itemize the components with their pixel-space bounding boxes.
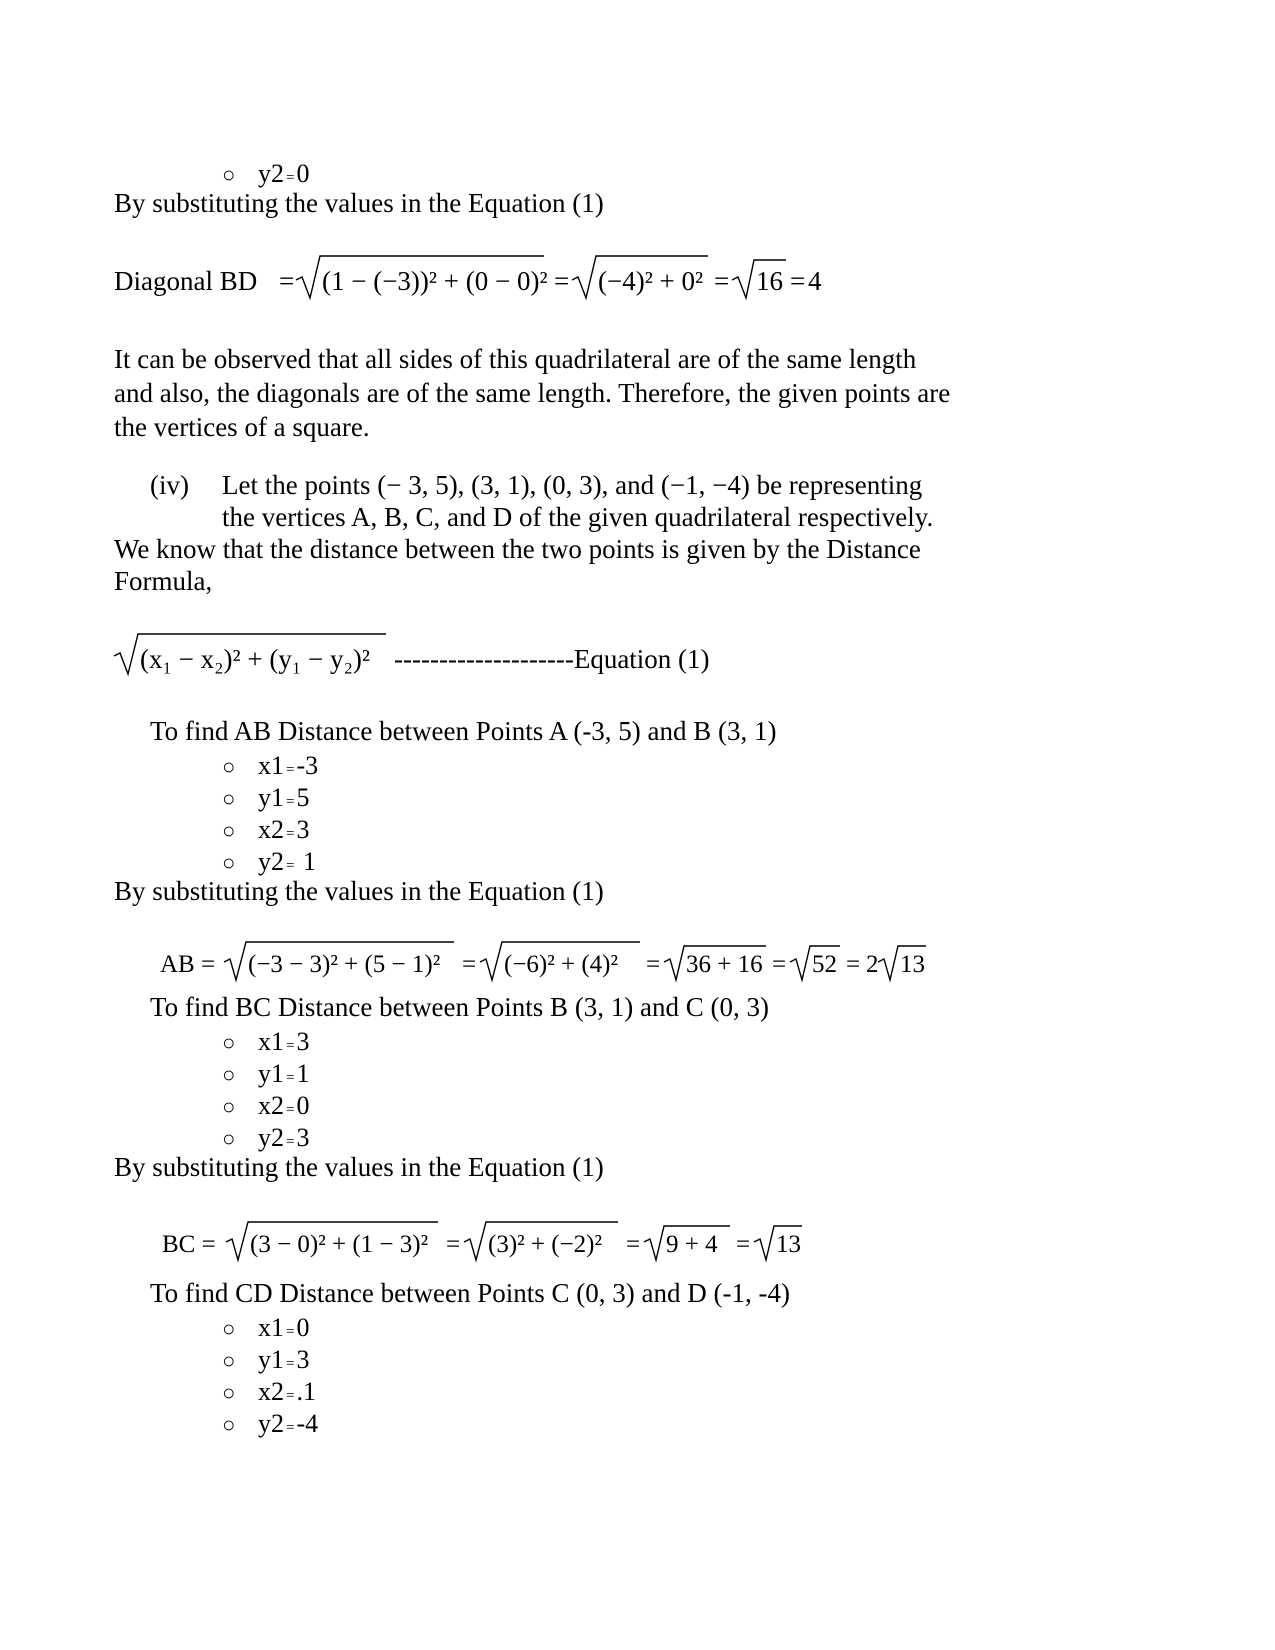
equals-sign: = (286, 1070, 295, 1086)
equation-label: AB = (160, 951, 216, 978)
radicand: 9 + 4 (666, 1231, 718, 1258)
equals-sign: = (462, 951, 477, 978)
equals-sign: = (286, 1356, 295, 1372)
hollow-bullet-icon: ○ (222, 1380, 236, 1405)
list-item (222, 1410, 318, 1437)
list-item (222, 1092, 309, 1119)
variable-name: y2 (258, 1409, 284, 1438)
equation-tag: --------------------Equation (1) (394, 644, 710, 674)
distance-formula (114, 628, 754, 680)
variable-name: y1 (258, 783, 284, 812)
result-coefficient: 2 (866, 951, 879, 978)
hollow-bullet-icon: ○ (222, 754, 236, 779)
result-radicand: 13 (900, 951, 925, 978)
radicand: (−3 − 3)² + (5 − 1)² (248, 951, 441, 978)
result-radicand: 13 (776, 1231, 801, 1258)
part-text-line: the vertices A, B, C, and D of the given quadrilateral respectively. (222, 502, 934, 532)
radicand: (−6)² + (4)² (504, 951, 618, 978)
variable-name: x2 (258, 1091, 284, 1120)
variable-value: 0 (296, 1313, 310, 1342)
equals-sign: = (286, 762, 295, 778)
equals-sign: = (286, 1038, 295, 1054)
variable-value: 3 (296, 1123, 310, 1152)
list-item (222, 848, 316, 875)
part-number: (iv) (150, 470, 189, 500)
section-heading-ab: To find AB Distance between Points A (-3, 5) and B (3, 1) (150, 716, 777, 746)
radicand: (3 − 0)² + (1 − 3)² (250, 1231, 429, 1258)
result-value: 4 (808, 266, 822, 296)
equation-label: Diagonal BD (114, 266, 258, 296)
variable-value: -3 (296, 751, 319, 780)
radicand: (3)² + (−2)² (488, 1231, 602, 1258)
equals-sign: = (286, 1420, 295, 1436)
paragraph-line: the vertices of a square. (114, 412, 370, 442)
equals-sign: = (626, 1231, 641, 1258)
variable-value: 0 (296, 159, 310, 188)
equals-sign: = (286, 1388, 295, 1404)
variable-name: x1 (258, 1027, 284, 1056)
distance-formula-intro: Formula, (114, 566, 213, 596)
variable-value: 0 (296, 1091, 310, 1120)
variable-name: x1 (258, 1313, 284, 1342)
equals-sign: = (714, 266, 730, 296)
variable-name: y1 (258, 1345, 284, 1374)
equals-sign: = (286, 826, 295, 842)
equals-sign: = (554, 266, 570, 296)
variable-name: y2 (258, 159, 284, 188)
paragraph-line: and also, the diagonals are of the same length. Therefore, the given points are (114, 378, 951, 408)
radicand: (1 − (−3))² + (0 − 0)² (322, 266, 548, 296)
equals-sign: = (279, 266, 295, 296)
section-heading-bc: To find BC Distance between Points B (3, 1) and C (0, 3) (150, 992, 770, 1022)
substitution-line: By substituting the values in the Equation (1) (114, 188, 604, 218)
hollow-bullet-icon: ○ (222, 786, 236, 811)
hollow-bullet-icon: ○ (222, 162, 236, 187)
hollow-bullet-icon: ○ (222, 1316, 236, 1341)
equals-sign: = (846, 951, 861, 978)
variable-value: 1 (296, 847, 316, 876)
list-item (222, 1346, 309, 1373)
equals-sign: = (772, 951, 787, 978)
hollow-bullet-icon: ○ (222, 1348, 236, 1373)
list-item (222, 816, 309, 843)
list-item (222, 1124, 309, 1151)
equals-sign: = (646, 951, 661, 978)
equals-sign: = (286, 1102, 295, 1118)
list-item (222, 1060, 309, 1087)
equals-sign: = (286, 1134, 295, 1150)
conclusion-paragraph (114, 342, 1014, 444)
list-item (222, 752, 318, 779)
variable-value: 1 (296, 1059, 310, 1088)
hollow-bullet-icon: ○ (222, 1094, 236, 1119)
equals-sign: = (286, 1324, 295, 1340)
variable-name: y2 (258, 847, 284, 876)
equals-sign: = (286, 794, 295, 810)
variable-name: y1 (258, 1059, 284, 1088)
radicand: 16 (756, 266, 783, 296)
hollow-bullet-icon: ○ (222, 818, 236, 843)
part-text-line: Let the points (− 3, 5), (3, 1), (0, 3), and (−1, −4) be representing (222, 470, 923, 500)
equals-sign: = (736, 1231, 751, 1258)
bc-calculation (162, 1216, 822, 1264)
formula-expression: (x₁ − x₂)² + (y₁ − y₂)² (140, 644, 370, 674)
variable-value: 3 (296, 1027, 310, 1056)
variable-value: 5 (296, 783, 310, 812)
variable-name: y2 (258, 1123, 284, 1152)
list-item (222, 160, 309, 187)
equals-sign: = (790, 266, 806, 296)
hollow-bullet-icon: ○ (222, 850, 236, 875)
variable-name: x2 (258, 1377, 284, 1406)
paragraph-line: It can be observed that all sides of this quadrilateral are of the same length (114, 344, 917, 374)
equation-label: BC = (162, 1231, 216, 1258)
equals-sign: = (446, 1231, 461, 1258)
variable-name: x2 (258, 815, 284, 844)
variable-name: x1 (258, 751, 284, 780)
hollow-bullet-icon: ○ (222, 1412, 236, 1437)
distance-formula-intro: We know that the distance between the two points is given by the Distance (114, 534, 921, 564)
radicand: 52 (812, 951, 837, 978)
variable-value: .1 (296, 1377, 316, 1406)
variable-value: -4 (296, 1409, 319, 1438)
list-item (222, 1028, 309, 1055)
substitution-line: By substituting the values in the Equation (1) (114, 1152, 604, 1182)
variable-value: 3 (296, 1345, 310, 1374)
list-item (222, 1314, 309, 1341)
radicand: (−4)² + 0² (598, 266, 704, 296)
ab-calculation (160, 936, 940, 984)
radicand: 36 + 16 (686, 951, 763, 978)
equals-sign: = (286, 858, 295, 874)
list-item (222, 1378, 316, 1405)
variable-value: 3 (296, 815, 310, 844)
section-heading-cd: To find CD Distance between Points C (0, 3) and D (-1, -4) (150, 1278, 790, 1308)
equals-sign: = (286, 170, 295, 186)
diagonal-bd-equation (114, 250, 834, 302)
list-item (222, 784, 309, 811)
hollow-bullet-icon: ○ (222, 1030, 236, 1055)
substitution-line: By substituting the values in the Equation (1) (114, 876, 604, 906)
hollow-bullet-icon: ○ (222, 1062, 236, 1087)
hollow-bullet-icon: ○ (222, 1126, 236, 1151)
